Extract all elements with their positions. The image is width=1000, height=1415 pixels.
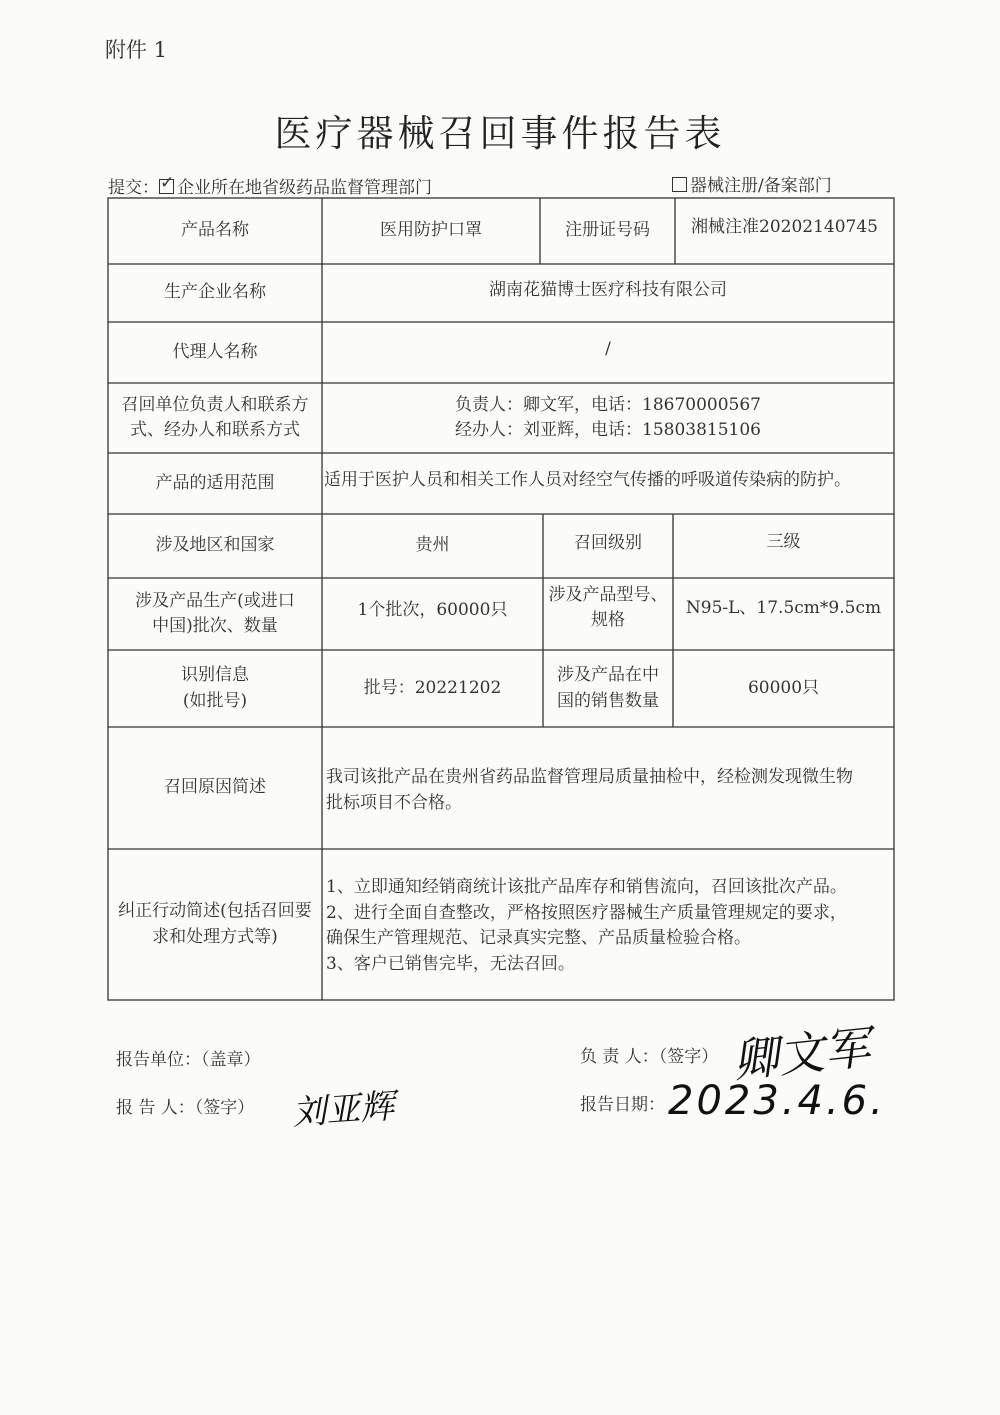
sales-label-line-2: 国的销售数量 [557,690,659,711]
action-label [108,849,322,1000]
sales-label-line-1: 涉及产品在中 [557,665,659,685]
registration-option-label: 器械注册/备案部门 [690,176,832,196]
reg-no-value: 湘械注准20202140745 [691,217,878,238]
action-line-3: 确保生产管理规范、记录真实完整、产品质量检验合格。 [326,928,751,948]
sales-value: 60000只 [747,677,820,698]
model-label-line-1: 涉及产品型号、 [548,584,668,605]
contact-principal: 负责人：卿文军，电话：18670000567 [455,394,761,415]
report-date-value: 2023.4.6. [668,1078,886,1124]
product-name-label: 产品名称 [181,220,249,241]
page-title: 医疗器械召回事件报告表 [274,112,726,155]
submit-row [108,173,432,198]
reason-label: 召回原因简述 [164,777,266,798]
action-label-line-2: 求和处理方式等) [152,926,278,947]
action-line-1: 1、立即通知经销商统计该批产品库存和销售流向，召回该批次产品。 [326,877,847,897]
registration-checkbox[interactable] [672,177,687,192]
reason-value [322,727,894,849]
registration-option [672,171,832,196]
contact-label-line-1: 召回单位负责人和联系方 [121,394,309,415]
model-value: N95-L、17.5cm*9.5cm [685,598,882,619]
model-label-line-2: 规格 [591,610,625,630]
region-value: 贵州 [415,535,450,556]
batch-label [108,578,322,650]
manufacturer-value: 湖南花猫博士医疗科技有限公司 [489,280,727,301]
action-label-line-1: 纠正行动简述(包括召回要 [118,901,312,921]
submit-prefix: 提交： [108,178,159,198]
id-info-label [108,650,322,727]
principal-label: 负 责 人：（签字） [580,1047,719,1067]
action-value [322,849,894,1000]
action-line-4: 3、客户已销售完毕，无法召回。 [326,953,575,974]
reg-no-label: 注册证号码 [565,220,650,241]
level-value: 三级 [766,532,801,553]
contact-value [322,383,894,453]
attachment-label: 附件 1 [105,38,168,62]
scope-label: 产品的适用范围 [155,472,275,493]
level-label: 召回级别 [574,533,642,554]
batch-value: 1个批次，60000只 [357,600,508,621]
manufacturer-label: 生产企业名称 [164,282,266,303]
provincial-option-label: 企业所在地省级药品监督管理部门 [177,178,432,198]
agent-value: / [605,338,611,359]
sales-label [543,650,673,727]
id-info-label-line-1: 识别信息 [181,665,249,685]
model-label [543,578,673,638]
product-name-value: 医用防护口罩 [380,220,482,241]
report-date-label: 报告日期： [580,1095,665,1115]
region-label: 涉及地区和国家 [155,535,275,556]
report-unit-label: 报告单位：（盖章） [116,1050,261,1070]
reason-line-1: 我司该批产品在贵州省药品监督管理局质量抽检中，经检测发现微生物 [326,767,853,787]
batch-no-value: 批号：20221202 [363,677,502,698]
contact-label [108,383,322,453]
contact-label-line-2: 式、经办人和联系方式 [130,420,300,440]
batch-label-line-1: 涉及产品生产(或进口 [135,590,295,611]
id-info-label-line-2: (如批号) [182,690,248,711]
principal-signature: 卿文军 [729,1019,873,1089]
agent-label: 代理人名称 [172,341,258,362]
action-line-2: 2、进行全面自查整改，严格按照医疗器械生产质量管理规定的要求， [326,902,847,923]
scope-value: 适用于医护人员和相关工作人员对经空气传播的呼吸道传染病的防护。 [324,469,851,490]
reporter-signature: 刘亚辉 [290,1086,396,1134]
contact-handler: 经办人：刘亚辉，电话：15803815106 [455,420,761,440]
provincial-checkbox[interactable] [159,179,174,194]
reporter-label: 报 告 人：（签字） [116,1098,255,1118]
batch-label-line-2: 中国)批次、数量 [152,616,278,636]
reason-line-2: 批标项目不合格。 [326,792,462,813]
